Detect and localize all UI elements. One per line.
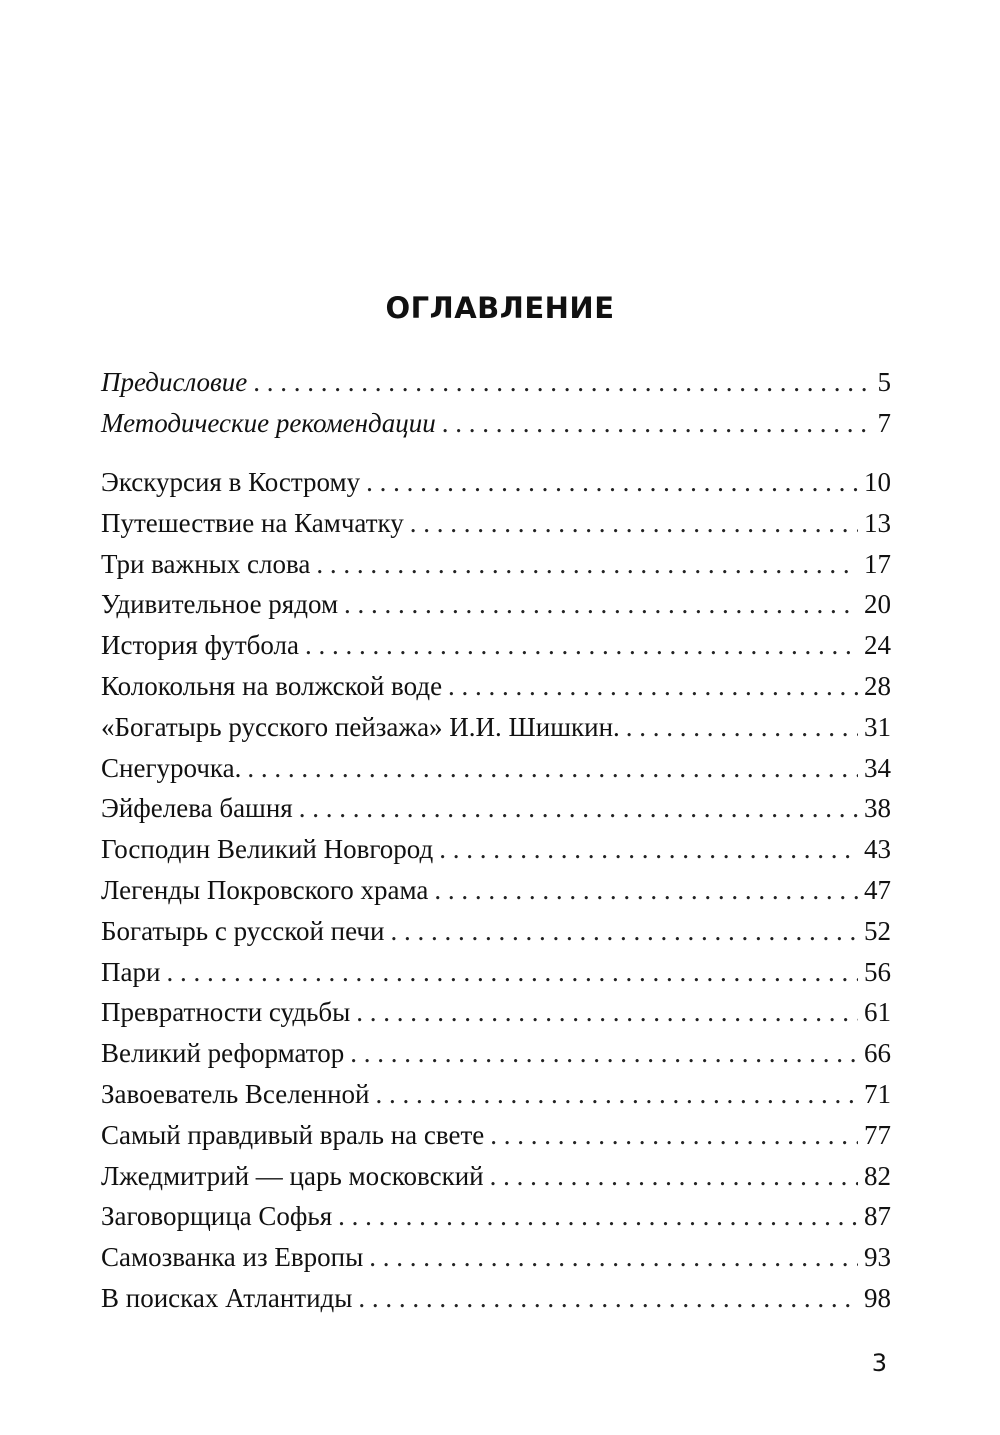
toc-entry[interactable]	[101, 829, 891, 870]
entry-title: История футбола	[101, 630, 300, 661]
toc-entry[interactable]	[101, 992, 891, 1033]
dot-leader	[376, 1074, 859, 1115]
dot-leader	[439, 829, 858, 870]
dot-leader	[626, 707, 858, 748]
entry-title: Три важных слова	[101, 548, 311, 579]
entry-title: Методические рекомендации	[101, 407, 436, 438]
entry-title: Богатырь с русской печи	[101, 915, 385, 946]
dot-leader	[299, 788, 858, 829]
entry-page-number: 10	[864, 467, 891, 497]
dot-leader	[490, 1156, 858, 1197]
toc-entry[interactable]	[101, 544, 891, 585]
toc-entry[interactable]	[101, 748, 891, 789]
toc-entry[interactable]	[101, 403, 891, 444]
dot-leader	[490, 1115, 858, 1156]
entry-page-number: 47	[864, 874, 891, 905]
entry-page-number: 87	[864, 1201, 891, 1232]
entry-page-number: 93	[864, 1242, 891, 1273]
dot-leader	[358, 1278, 858, 1319]
toc-entry[interactable]	[101, 503, 891, 544]
dot-leader	[442, 403, 872, 444]
toc-entry[interactable]	[101, 952, 891, 993]
toc-entry[interactable]	[101, 584, 891, 625]
dot-leader	[305, 625, 858, 666]
entry-title: Удивительное рядом	[101, 589, 339, 620]
entry-page-number: 98	[864, 1282, 891, 1313]
toc-entry[interactable]	[101, 362, 891, 403]
entry-title: Экскурсия в Кострому	[101, 467, 361, 497]
dot-leader	[166, 952, 858, 993]
entry-title: Лжедмитрий — царь московский	[101, 1160, 484, 1191]
toc-entry[interactable]	[101, 1115, 891, 1156]
entry-page-number: 28	[864, 670, 891, 701]
entry-title: Самый правдивый враль на свете	[101, 1119, 485, 1150]
entry-title: В поисках Атлантиды	[101, 1282, 353, 1313]
toc-entry[interactable]	[101, 666, 891, 707]
entry-page-number: 5	[877, 367, 891, 397]
toc-entry[interactable]	[101, 788, 891, 829]
toc-entry[interactable]	[101, 1196, 891, 1237]
entry-title: Снегурочка.	[101, 752, 242, 783]
toc-entry[interactable]	[101, 1278, 891, 1319]
dot-leader	[369, 1237, 858, 1278]
entry-title: Великий реформатор	[101, 1038, 345, 1069]
entry-page-number: 56	[864, 956, 891, 987]
dot-leader	[350, 1033, 858, 1074]
toc-entry[interactable]	[101, 1033, 891, 1074]
entry-page-number: 34	[864, 752, 891, 783]
dot-leader	[316, 544, 858, 585]
entry-page-number: 52	[864, 915, 891, 946]
entry-page-number: 13	[864, 507, 891, 538]
toc-entry[interactable]	[101, 870, 891, 911]
entry-page-number: 38	[864, 793, 891, 824]
entry-page-number: 82	[864, 1160, 891, 1191]
entry-page-number: 71	[864, 1078, 891, 1109]
entry-title: Пари	[101, 956, 161, 987]
dot-leader	[247, 748, 858, 789]
entry-page-number: 66	[864, 1038, 891, 1069]
entry-title: «Богатырь русского пейзажа» И.И. Шишкин.	[101, 711, 620, 742]
dot-leader	[253, 362, 871, 403]
entry-page-number: 77	[864, 1119, 891, 1150]
entry-page-number: 17	[864, 548, 891, 579]
entry-title: Самозванка из Европы	[101, 1242, 364, 1273]
toc-entry[interactable]	[101, 1237, 891, 1278]
entry-title: Легенды Покровского храма	[101, 874, 429, 905]
toc-entry[interactable]	[101, 462, 891, 503]
entry-page-number: 31	[864, 711, 891, 742]
entry-page-number: 43	[864, 834, 891, 865]
chapter-list	[101, 462, 891, 1319]
toc-entry[interactable]	[101, 1156, 891, 1197]
entry-title: Предисловие	[101, 367, 248, 397]
dot-leader	[338, 1196, 858, 1237]
dot-leader	[366, 462, 858, 503]
entry-title: Завоеватель Вселенной	[101, 1078, 370, 1109]
dot-leader	[356, 992, 858, 1033]
front-matter-list	[101, 362, 891, 444]
entry-title: Заговорщица Софья	[101, 1201, 333, 1232]
dot-leader	[410, 503, 858, 544]
toc-entry[interactable]	[101, 707, 891, 748]
entry-page-number: 20	[864, 589, 891, 620]
toc-entry[interactable]	[101, 625, 891, 666]
entry-page-number: 24	[864, 630, 891, 661]
entry-title: Господин Великий Новгород	[101, 834, 434, 865]
dot-leader	[344, 584, 858, 625]
dot-leader	[434, 870, 858, 911]
dot-leader	[448, 666, 858, 707]
entry-title: Колокольня на волжской воде	[101, 670, 443, 701]
page-title: ОГЛАВЛЕНИЕ	[385, 291, 615, 325]
entry-page-number: 7	[877, 407, 891, 438]
entry-page-number: 61	[864, 997, 891, 1028]
entry-title: Превратности судьбы	[101, 997, 351, 1028]
page-number: 3	[871, 1349, 887, 1377]
dot-leader	[390, 911, 858, 952]
toc-entry[interactable]	[101, 1074, 891, 1115]
entry-title: Путешествие на Камчатку	[101, 507, 404, 538]
entry-title: Эйфелева башня	[101, 793, 293, 824]
toc-entry[interactable]	[101, 911, 891, 952]
